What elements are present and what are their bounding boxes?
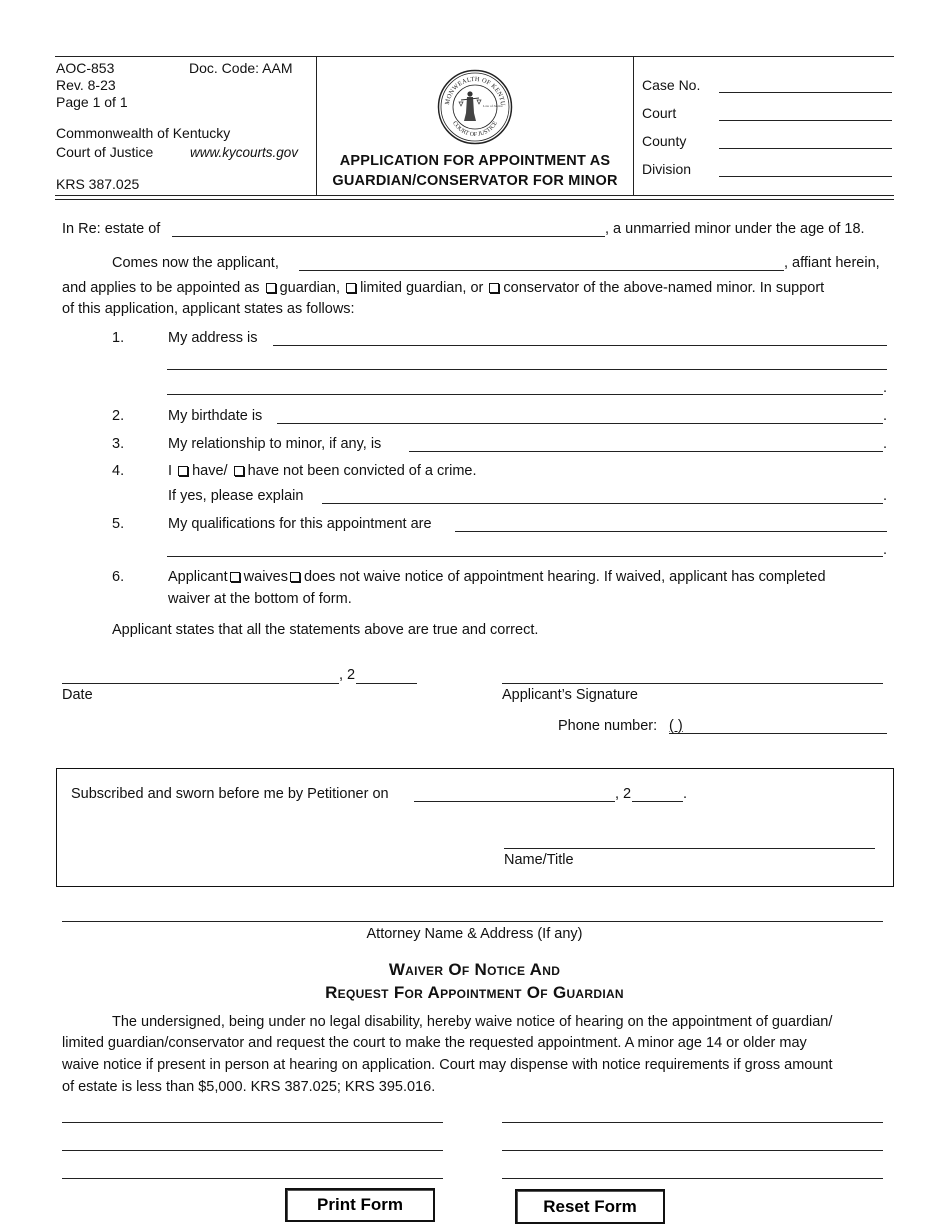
waiver-left-line-3[interactable] xyxy=(62,1178,443,1179)
birthdate-period: . xyxy=(883,408,888,424)
sworn-year-prefix: , 2 xyxy=(615,786,632,802)
explain-label: If yes, please explain xyxy=(168,488,304,504)
waiver-title-line2: Request For Appointment Of Guardian xyxy=(325,983,624,1002)
sworn-date-field[interactable] xyxy=(414,801,615,802)
relationship-field[interactable] xyxy=(409,451,883,452)
conservator-label: conservator of the above-named minor. In support xyxy=(503,280,825,296)
date-label: Date xyxy=(62,687,93,703)
date-field[interactable] xyxy=(62,683,339,684)
waiver-right-line-2[interactable] xyxy=(502,1150,883,1151)
limited-guardian-checkbox[interactable] xyxy=(346,283,356,293)
name-title-label: Name/Title xyxy=(504,852,574,868)
form-title-line1: APPLICATION FOR APPOINTMENT AS xyxy=(339,153,611,169)
seal-ring-bottom: COURT OF JUSTICE xyxy=(451,120,499,139)
page-number: Page 1 of 1 xyxy=(56,94,128,110)
waiver-right-line-1[interactable] xyxy=(502,1122,883,1123)
have-not-convicted-checkbox[interactable] xyxy=(234,466,244,476)
item1-number: 1. xyxy=(112,330,125,346)
address-field-1[interactable] xyxy=(273,345,887,346)
have-not-label: have not been convicted of a crime. xyxy=(247,463,477,479)
attorney-field[interactable] xyxy=(62,921,883,922)
header-bottom-rule xyxy=(55,195,894,196)
form-number: AOC-853 xyxy=(56,60,115,76)
applicant-name-field[interactable] xyxy=(299,270,784,271)
applies-line2: of this application, applicant states as follows: xyxy=(62,301,355,317)
waiver-left-line-2[interactable] xyxy=(62,1150,443,1151)
item5-text: My qualifications for this appointment are xyxy=(168,516,432,532)
court-seal-icon xyxy=(437,69,513,145)
court-label: Court xyxy=(642,105,677,121)
case-no-label: Case No. xyxy=(642,77,701,93)
in-re-prefix: In Re: estate of xyxy=(62,221,161,237)
estate-of-field[interactable] xyxy=(172,236,605,237)
item4-prefix: I xyxy=(168,463,173,479)
item6-prefix: Applicant xyxy=(168,569,228,585)
org-line1: Commonwealth of Kentucky xyxy=(56,125,231,141)
applies-line xyxy=(62,280,824,296)
truth-statement: Applicant states that all the statements above are true and correct. xyxy=(112,622,539,638)
phone-field[interactable] xyxy=(669,733,887,734)
sworn-year-field[interactable] xyxy=(632,801,683,802)
waiver-para-line4: of estate is less than $5,000. KRS 387.025; KRS 395.016. xyxy=(62,1079,436,1095)
phone-area-code[interactable]: ( ) xyxy=(669,718,683,734)
form-title-line2: GUARDIAN/CONSERVATOR FOR MINOR xyxy=(332,173,618,189)
doc-code: Doc. Code: AAM xyxy=(189,60,293,76)
waiver-para-line2: limited guardian/conservator and request the court to make the requested appointment. A minor age 14 or older may xyxy=(62,1035,807,1051)
court-field[interactable] xyxy=(719,120,892,121)
applies-text: and applies to be appointed as xyxy=(62,280,260,296)
waiver-left-line-1[interactable] xyxy=(62,1122,443,1123)
in-re-suffix: , a unmarried minor under the age of 18. xyxy=(605,221,865,237)
header-divider-right xyxy=(633,56,634,196)
guardian-checkbox[interactable] xyxy=(266,283,276,293)
have-label: have/ xyxy=(192,463,228,479)
item3-text: My relationship to minor, if any, is xyxy=(168,436,382,452)
seal-center-text: Law of Justice xyxy=(483,104,503,108)
date-year-prefix: , 2 xyxy=(339,667,356,683)
item6-line xyxy=(168,569,826,585)
item6-number: 6. xyxy=(112,569,125,585)
does-not-waive-label: does not waive notice of appointment hearing. If waived, applicant has completed xyxy=(303,569,826,585)
item2-number: 2. xyxy=(112,408,125,424)
address-field-2[interactable] xyxy=(167,369,887,370)
address-period: . xyxy=(883,380,888,396)
applicant-signature-field[interactable] xyxy=(502,683,883,684)
county-label: County xyxy=(642,133,687,149)
item4-line xyxy=(168,463,477,479)
item2-text: My birthdate is xyxy=(168,408,263,424)
qualifications-field-1[interactable] xyxy=(455,531,887,532)
waiver-title-line1: Waiver Of Notice And xyxy=(388,960,561,979)
waiver-right-line-3[interactable] xyxy=(502,1178,883,1179)
explain-period: . xyxy=(883,488,888,504)
seal-ring-top: MONWEALTH OF KENTU xyxy=(443,75,507,107)
address-field-3[interactable] xyxy=(167,394,883,395)
org-line2: Court of Justice xyxy=(56,144,154,160)
explain-field[interactable] xyxy=(322,503,883,504)
does-not-waive-checkbox[interactable] xyxy=(290,572,300,582)
statute-ref: KRS 387.025 xyxy=(56,176,140,192)
waives-checkbox[interactable] xyxy=(230,572,240,582)
waiver-para-line1: The undersigned, being under no legal disability, hereby waive notice of hearing on the appointment of guardian/ xyxy=(112,1014,833,1030)
print-form-button[interactable]: Print Form xyxy=(285,1188,435,1222)
qualifications-period: . xyxy=(883,542,888,558)
qualifications-field-2[interactable] xyxy=(167,556,883,557)
sworn-period: . xyxy=(683,786,688,802)
header-top-rule xyxy=(55,56,894,57)
item5-number: 5. xyxy=(112,516,125,532)
reset-form-button[interactable]: Reset Form xyxy=(515,1189,665,1224)
waiver-para-line3: waive notice if present in person at hearing on application. Court may dispense with notice requirements if gross amount xyxy=(62,1057,833,1073)
division-label: Division xyxy=(642,161,692,177)
have-convicted-checkbox[interactable] xyxy=(178,466,188,476)
item6-line2: waiver at the bottom of form. xyxy=(168,591,352,607)
comes-now-prefix: Comes now the applicant, xyxy=(112,255,279,271)
website-link[interactable]: www.kycourts.gov xyxy=(190,145,299,160)
guardian-label: guardian, xyxy=(279,280,341,296)
division-field[interactable] xyxy=(719,176,892,177)
item4-number: 4. xyxy=(112,463,125,479)
date-year-field[interactable] xyxy=(356,683,417,684)
signature-label: Applicant’s Signature xyxy=(502,687,638,703)
name-title-field[interactable] xyxy=(504,848,875,849)
revision: Rev. 8-23 xyxy=(56,77,116,93)
item3-number: 3. xyxy=(112,436,125,452)
attorney-label: Attorney Name & Address (If any) xyxy=(366,926,583,942)
sworn-text: Subscribed and sworn before me by Petitioner on xyxy=(71,786,389,802)
case-no-field[interactable] xyxy=(719,92,892,93)
birthdate-field[interactable] xyxy=(277,423,883,424)
header-bottom-rule-2 xyxy=(55,199,894,200)
comes-now-suffix: , affiant herein, xyxy=(784,255,880,271)
conservator-checkbox[interactable] xyxy=(489,283,499,293)
limited-guardian-label: limited guardian, or xyxy=(360,280,484,296)
phone-label: Phone number: xyxy=(558,718,658,734)
waives-label: waives xyxy=(243,569,288,585)
item1-text: My address is xyxy=(168,330,258,346)
county-field[interactable] xyxy=(719,148,892,149)
relationship-period: . xyxy=(883,436,888,452)
